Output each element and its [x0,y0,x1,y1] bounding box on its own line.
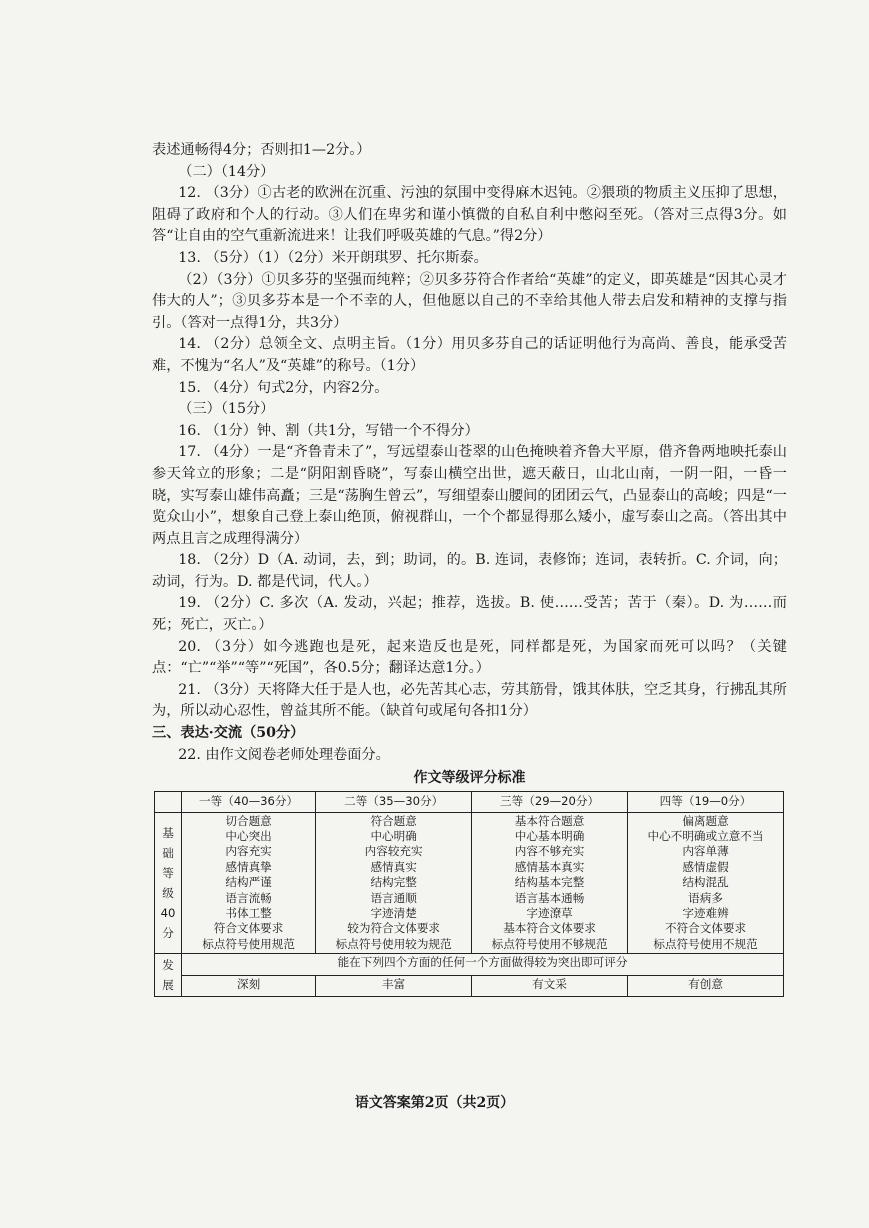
development-note: 能在下列四个方面的任何一个方面做得较为突出即可评分 [182,954,784,976]
answer-22: 22. 由作文阅卷老师处理卷面分。 [178,746,390,763]
basic-level-row [155,812,784,954]
answer-20: 20. （3分）如今逃跑也是死，起来造反也是死，同样都是死，为国家而死可以吗？（关键点：“亡”“举”“等”“死国”，各0.5分；翻译达意1分。） [152,638,787,677]
criterion: 符合题意 [370,813,417,828]
criterion: 字迹难辨 [682,906,729,921]
answer-content [152,140,787,997]
criterion: 中心明确 [370,829,417,844]
basic-label-char: 础 [162,845,174,860]
basic-label-char: 40 [160,905,176,920]
criterion: 标点符号使用较为规范 [335,936,452,951]
criterion: 书体工整 [225,906,272,921]
grade-header-2: 二等（35—30分） [316,792,472,812]
answer-12: 12. （3分）①古老的欧洲在沉重、污浊的氛围中变得麻木迟钝。②猥琐的物质主义压抑了思想，阻碍了政府和个人的行动。③人们在卑劣和谨小慎微的自私自利中憋闷至死。（答对三点得3分。如答“让自由的空气重新流进来！让我们呼吸英雄的气息。”得2分） [152,185,787,245]
development-label [155,954,182,997]
criterion: 切合题意 [225,813,272,828]
criterion: 内容不够充实 [514,844,585,859]
criterion: 中心不明确或立意不当 [647,829,764,844]
section-heading-2: （二）（14分） [178,163,275,180]
criterion: 感情真挚 [225,859,272,874]
answer-13-1: 13. （5分）（1）（2分）米开朗琪罗、托尔斯泰。 [178,249,488,266]
grade-header-1: 一等（40—36分） [182,792,316,812]
grade-2-criteria [316,812,472,954]
answer-17: 17. （4分）一是“齐鲁青未了”，写远望泰山苍翠的山色掩映着齐鲁大平原，借齐鲁两地映托泰山参天耸立的形象；二是“阴阳割昏晓”，写泰山横空出世，遮天蔽日，山北山南，一阴一阳，一昏一晓，实写泰山雄伟高矗；三是“荡胸生曾云”，写细望泰山腰间的团团云气，凸显泰山的高峻；四是“一览众山小”，想象自己登上泰山绝顶，俯视群山，一个个都显得那么矮小，虚写泰山之高。（答出其中两点且言之成理得满分） [152,444,787,547]
answer-19: 19. （2分）C. 多次（A. 发动，兴起；推荐，选拔。B. 使……受苦；苦于（秦）。D. 为……而死；死亡，灭亡。） [152,595,787,634]
criterion: 语言流畅 [225,890,272,905]
answer-14: 14. （2分）总领全文、点明主旨。（1分）用贝多芬自己的话证明他行为高尚、善良，能承受苦难，不愧为“名人”及“英雄”的称号。（1分） [152,336,787,374]
criterion: 感情真实 [370,859,417,874]
development-note-row [155,954,784,976]
basic-label-char: 等 [162,865,174,880]
basic-label-char: 分 [162,925,174,940]
part-three-heading: 三、表达·交流（50分） [152,725,305,742]
criterion: 中心突出 [225,829,272,844]
development-items-row [155,975,784,997]
page-footer: 语文答案第2页（共2页） [354,1095,515,1111]
criterion: 不符合文体要求 [664,921,747,936]
criterion: 感情基本真实 [514,859,585,874]
grading-table [154,791,784,997]
text-line: 表述通畅得4分；否则扣1—2分。） [152,142,371,158]
criterion: 较为符合文体要求 [347,921,441,936]
grade-header-3: 三等（29—20分） [472,792,628,812]
grade-header-4: 四等（19—0分） [628,792,784,812]
criterion: 内容充实 [225,844,272,859]
section-heading-3: （三）（15分） [178,401,275,418]
criterion: 基本符合文体要求 [503,921,596,936]
dev-item-literary: 有文采 [472,975,628,997]
criterion: 符合文体要求 [213,921,284,936]
corner-cell [155,792,182,812]
criterion: 结构混乱 [682,875,729,890]
answer-15: 15. （4分）句式2分，内容2分。 [178,379,389,396]
criterion: 结构严谨 [225,875,272,890]
answer-21: 21. （3分）天将降大任于是人也，必先苦其心志，劳其筋骨，饿其体肤，空乏其身，行拂乱其所为，所以动心忍性，曾益其所不能。（缺首句或尾句各扣1分） [152,681,787,720]
dev-label-char: 展 [162,978,174,993]
basic-level-label [155,812,182,954]
dev-label-char: 发 [162,958,174,973]
grade-4-criteria [628,812,784,954]
criterion: 结构完整 [370,875,417,890]
answer-16: 16. （1分）钟、割（共1分，写错一个不得分） [178,422,479,439]
criterion: 语病多 [688,890,723,905]
table-title: 作文等级评分标准 [413,770,526,787]
basic-label-char: 基 [162,825,174,840]
criterion: 偏离题意 [682,813,729,828]
criterion: 感情虚假 [682,859,729,874]
dev-item-creative: 有创意 [628,975,784,997]
criterion: 标点符号使用规范 [202,936,295,951]
answer-13-2: （2）（3分）①贝多芬的坚强而纯粹；②贝多芬符合作者给“英雄”的定义，即英雄是“因其心灵才伟大的人”；③贝多芬本是一个不幸的人，但他愿以自己的不幸给其他人带去启发和精神的支撑与指引。（答对一点得1分，共3分） [152,271,787,331]
answer-18: 18. （2分）D（A. 动词，去，到；助词，的。B. 连词，表修饰；连词，表转折。C. 介词，向；动词，行为。D. 都是代词，代人。） [152,552,787,590]
grade-3-criteria [472,812,628,954]
criterion: 结构基本完整 [514,875,585,890]
criterion: 语言基本通畅 [514,890,585,905]
criterion: 基本符合题意 [514,813,585,828]
criterion: 内容较充实 [364,844,423,859]
criterion: 语言通顺 [370,890,417,905]
criterion: 标点符号使用不规范 [653,936,758,951]
criterion: 中心基本明确 [514,829,585,844]
dev-item-deep: 深刻 [182,975,316,997]
criterion: 字迹清楚 [370,906,417,921]
grade-1-criteria [182,812,316,954]
criterion: 内容单薄 [682,844,729,859]
criterion: 字迹潦草 [526,906,573,921]
dev-item-rich: 丰富 [316,975,472,997]
table-header-row [155,792,784,812]
basic-label-char: 级 [162,885,174,900]
criterion: 标点符号使用不够规范 [491,936,608,951]
